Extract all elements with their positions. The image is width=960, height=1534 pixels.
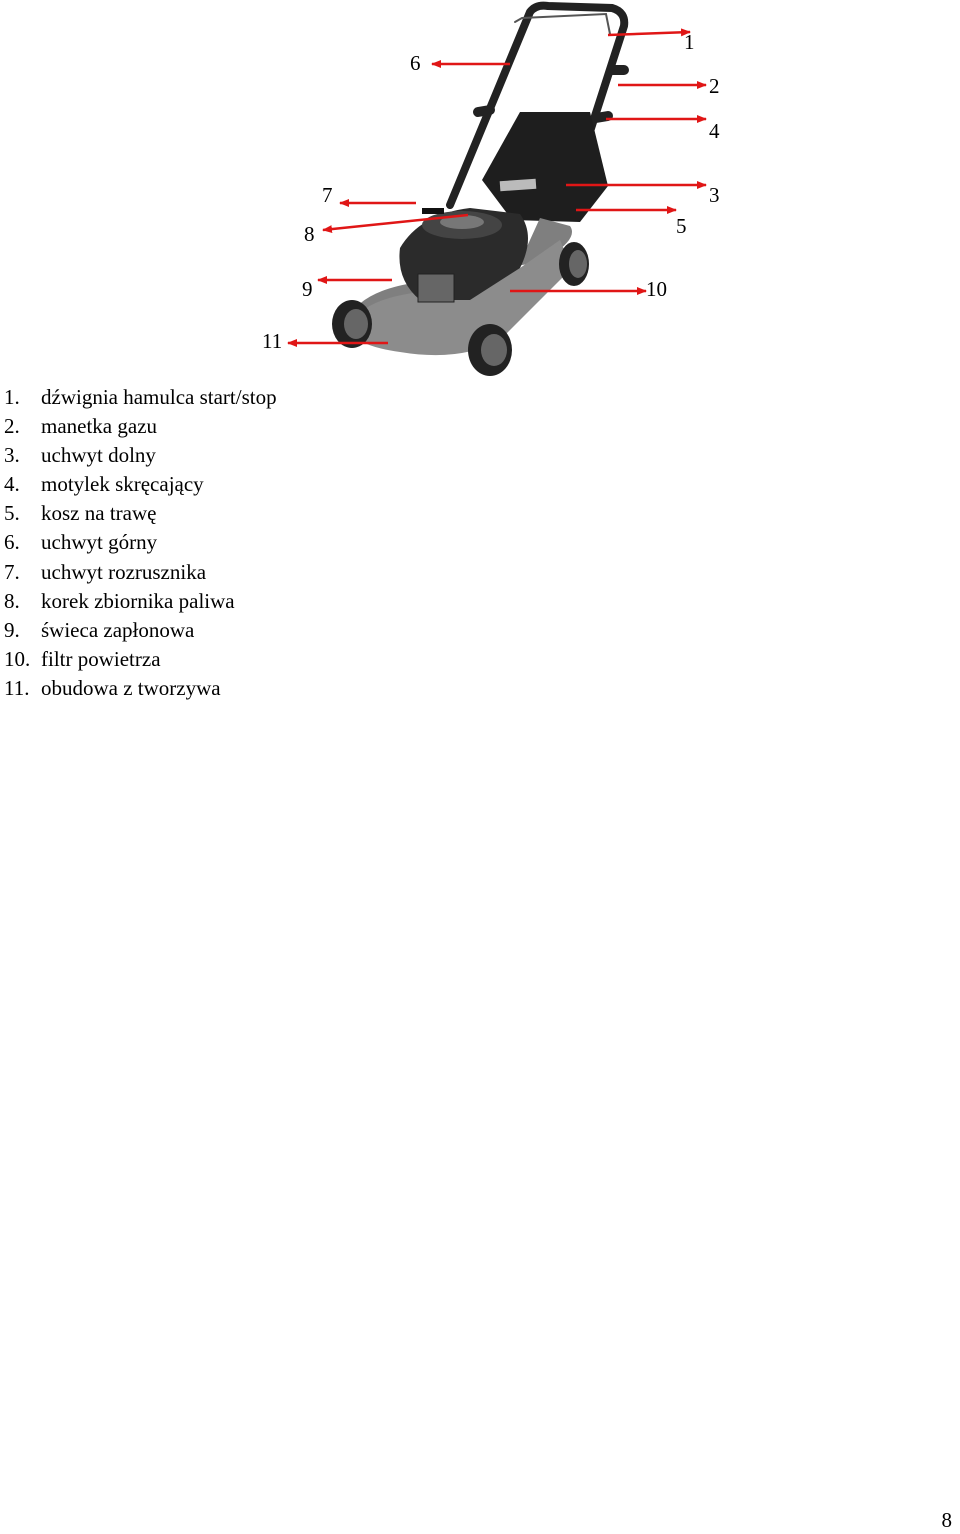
legend-number: 11. (4, 675, 30, 700)
mower-figure (0, 0, 960, 380)
callout-10: 10 (646, 277, 667, 301)
legend-item (4, 499, 277, 528)
legend-number: 2. (4, 414, 20, 439)
legend-item (4, 441, 277, 470)
callout-5: 5 (676, 214, 687, 238)
legend-label: motylek skręcający (41, 472, 204, 497)
legend-number: 8. (4, 588, 20, 613)
legend-number: 1. (4, 385, 20, 409)
callout-8: 8 (304, 222, 315, 246)
legend-item (4, 528, 277, 557)
legend-label: uchwyt dolny (41, 443, 156, 468)
legend-number: 4. (4, 472, 20, 497)
legend-item (4, 412, 277, 441)
legend-item (4, 383, 277, 412)
legend-number: 9. (4, 617, 20, 642)
legend-number: 3. (4, 443, 20, 468)
legend-label: kosz na trawę (41, 501, 157, 526)
callout-3: 3 (709, 183, 720, 207)
legend-label: świeca zapłonowa (41, 617, 195, 642)
legend-label: uchwyt górny (41, 530, 158, 555)
parts-legend (4, 383, 277, 703)
callout-4: 4 (709, 119, 720, 143)
callout-2: 2 (709, 74, 720, 98)
lawn-mower-illustration (0, 0, 960, 380)
legend-label: uchwyt rozrusznika (41, 559, 207, 584)
legend-label: filtr powietrza (41, 646, 161, 671)
callout-9: 9 (302, 277, 313, 301)
callout-6: 6 (410, 51, 421, 75)
legend-number: 5. (4, 501, 20, 526)
legend-item (4, 674, 277, 703)
legend-label: korek zbiornika paliwa (41, 588, 235, 613)
legend-item (4, 470, 277, 499)
legend-number: 7. (4, 559, 20, 584)
legend-item (4, 558, 277, 587)
callout-1: 1 (684, 30, 695, 54)
legend-item (4, 616, 277, 645)
callout-7: 7 (322, 183, 333, 207)
legend-label: manetka gazu (41, 414, 158, 439)
legend-label: dźwignia hamulca start/stop (41, 385, 277, 409)
page-number: 8 (941, 1508, 952, 1532)
legend-item (4, 587, 277, 616)
legend-number: 10. (4, 646, 31, 671)
legend-item (4, 645, 277, 674)
callout-11: 11 (262, 329, 283, 353)
legend-number: 6. (4, 530, 20, 555)
grass-bag (482, 112, 608, 222)
legend-label: obudowa z tworzywa (41, 675, 221, 700)
